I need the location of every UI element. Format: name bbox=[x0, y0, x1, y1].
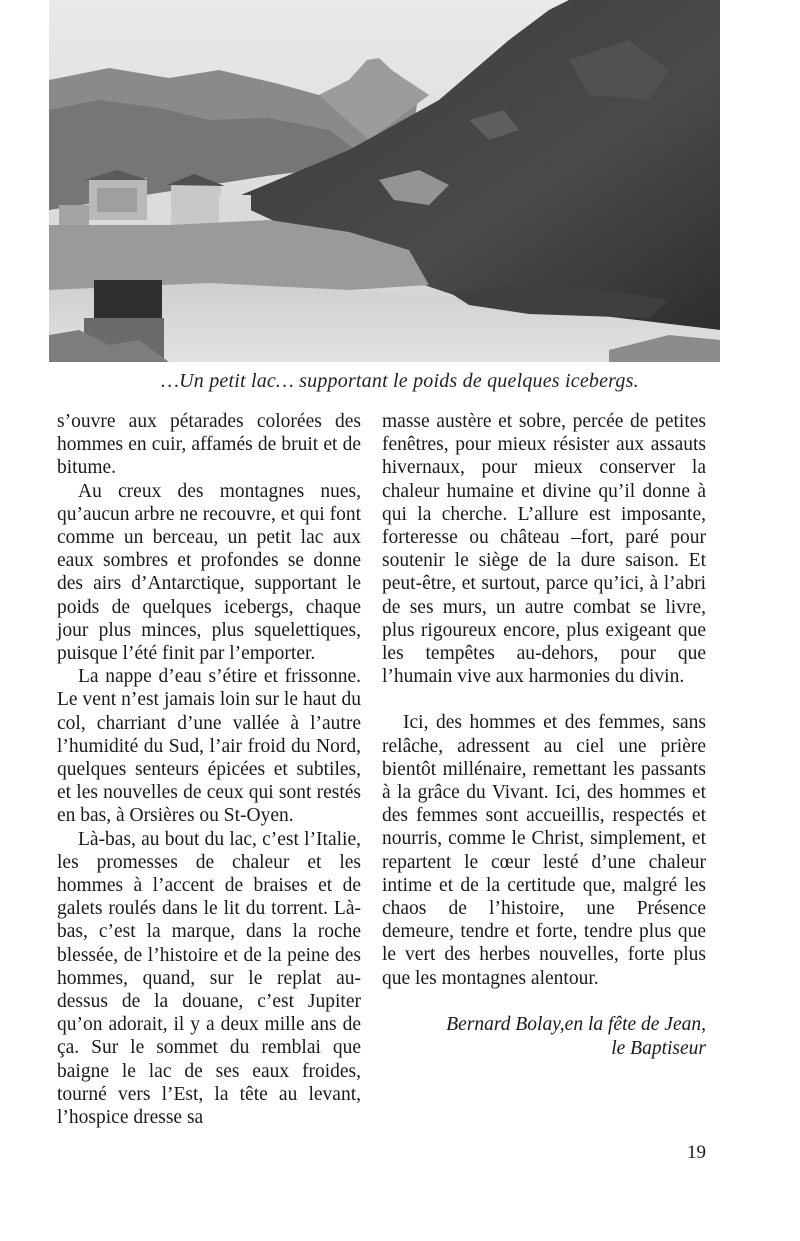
page-number: 19 bbox=[687, 1142, 706, 1163]
photo-illustration bbox=[49, 0, 720, 362]
mountain-lake-photo bbox=[49, 0, 720, 362]
photo-caption: …Un petit lac… supportant le poids de quelques icebergs. bbox=[161, 370, 639, 392]
author-signature bbox=[382, 1013, 706, 1061]
paragraph: Là-bas, au bout du lac, c’est l’Italie, les promesses de chaleur et les hommes à l’accent de braises et de galets roulés dans le lit du torrent. Là-bas, c’est la marque, dans la roche blessée, de l’histoire et de la peine des hommes, quand, sur le replat au-dessus de la douane, c’est Jupiter qu’on adorait, il y a deux mille ans de ça. Sur le sommet du remblai que baigne le lac de ses eaux froides, tourné vers l’Est, la tête au levant, l’hospice dresse sa bbox=[57, 828, 361, 1129]
paragraph: La nappe d’eau s’étire et frissonne. Le vent n’est jamais loin sur le haut du col, charriant d’une vallée à l’autre l’humidité du Sud, l’air froid du Nord, quelques senteurs épicées et subtiles, et les nouvelles de ceux qui sont restés en bas, à Orsières ou St-Oyen. bbox=[57, 666, 361, 827]
signature-line: Bernard Bolay,en la fête de Jean, bbox=[446, 1013, 706, 1035]
paragraph: masse austère et sobre, percée de petites fenêtres, pour mieux résister aux assauts hivernaux, pour mieux conserver la chaleur humaine et divine qu’il donne à qui la cherche. L’allure est imposante, forteresse ou château –fort, paré pour soutenir le siège de la dure saison. Et peut-être, et surtout, parce qu’ici, à l’abri de ses murs, un autre combat se livre, plus rigoureux encore, plus exigeant que les tempêtes au-dehors, pour que l’humain vive aux harmonies du divin. bbox=[382, 411, 706, 688]
paragraph: Ici, des hommes et des femmes, sans relâche, adressent au ciel une prière bientôt millénaire, remettant les passants à la grâce du Vivant. Ici, des hommes et des femmes sont accueillis, respectés et nourris, comme le Christ, simplement, et repartent le cœur lesté d’une chaleur intime et de la certitude que, malgré les chaos de l’histoire, une Présence demeure, tendre et forte, tendre plus que le vert des herbes nouvelles, forte plus que les montagnes alentour. bbox=[382, 712, 706, 989]
paragraph: Au creux des montagnes nues, qu’aucun arbre ne recouvre, et qui font comme un berceau, un petit lac aux eaux sombres et profondes se donne des airs d’Antarctique, supportant le poids de quelques icebergs, chaque jour plus minces, plus squelettiques, puisque l’été finit par l’emporter. bbox=[57, 480, 361, 665]
signature-line: le Baptiseur bbox=[611, 1037, 706, 1059]
left-text-column bbox=[57, 410, 361, 1129]
paragraph: s’ouvre aux pétarades colorées des hommes en cuir, affamés de bruit et de bitume. bbox=[57, 411, 361, 479]
right-text-column bbox=[382, 410, 706, 1061]
